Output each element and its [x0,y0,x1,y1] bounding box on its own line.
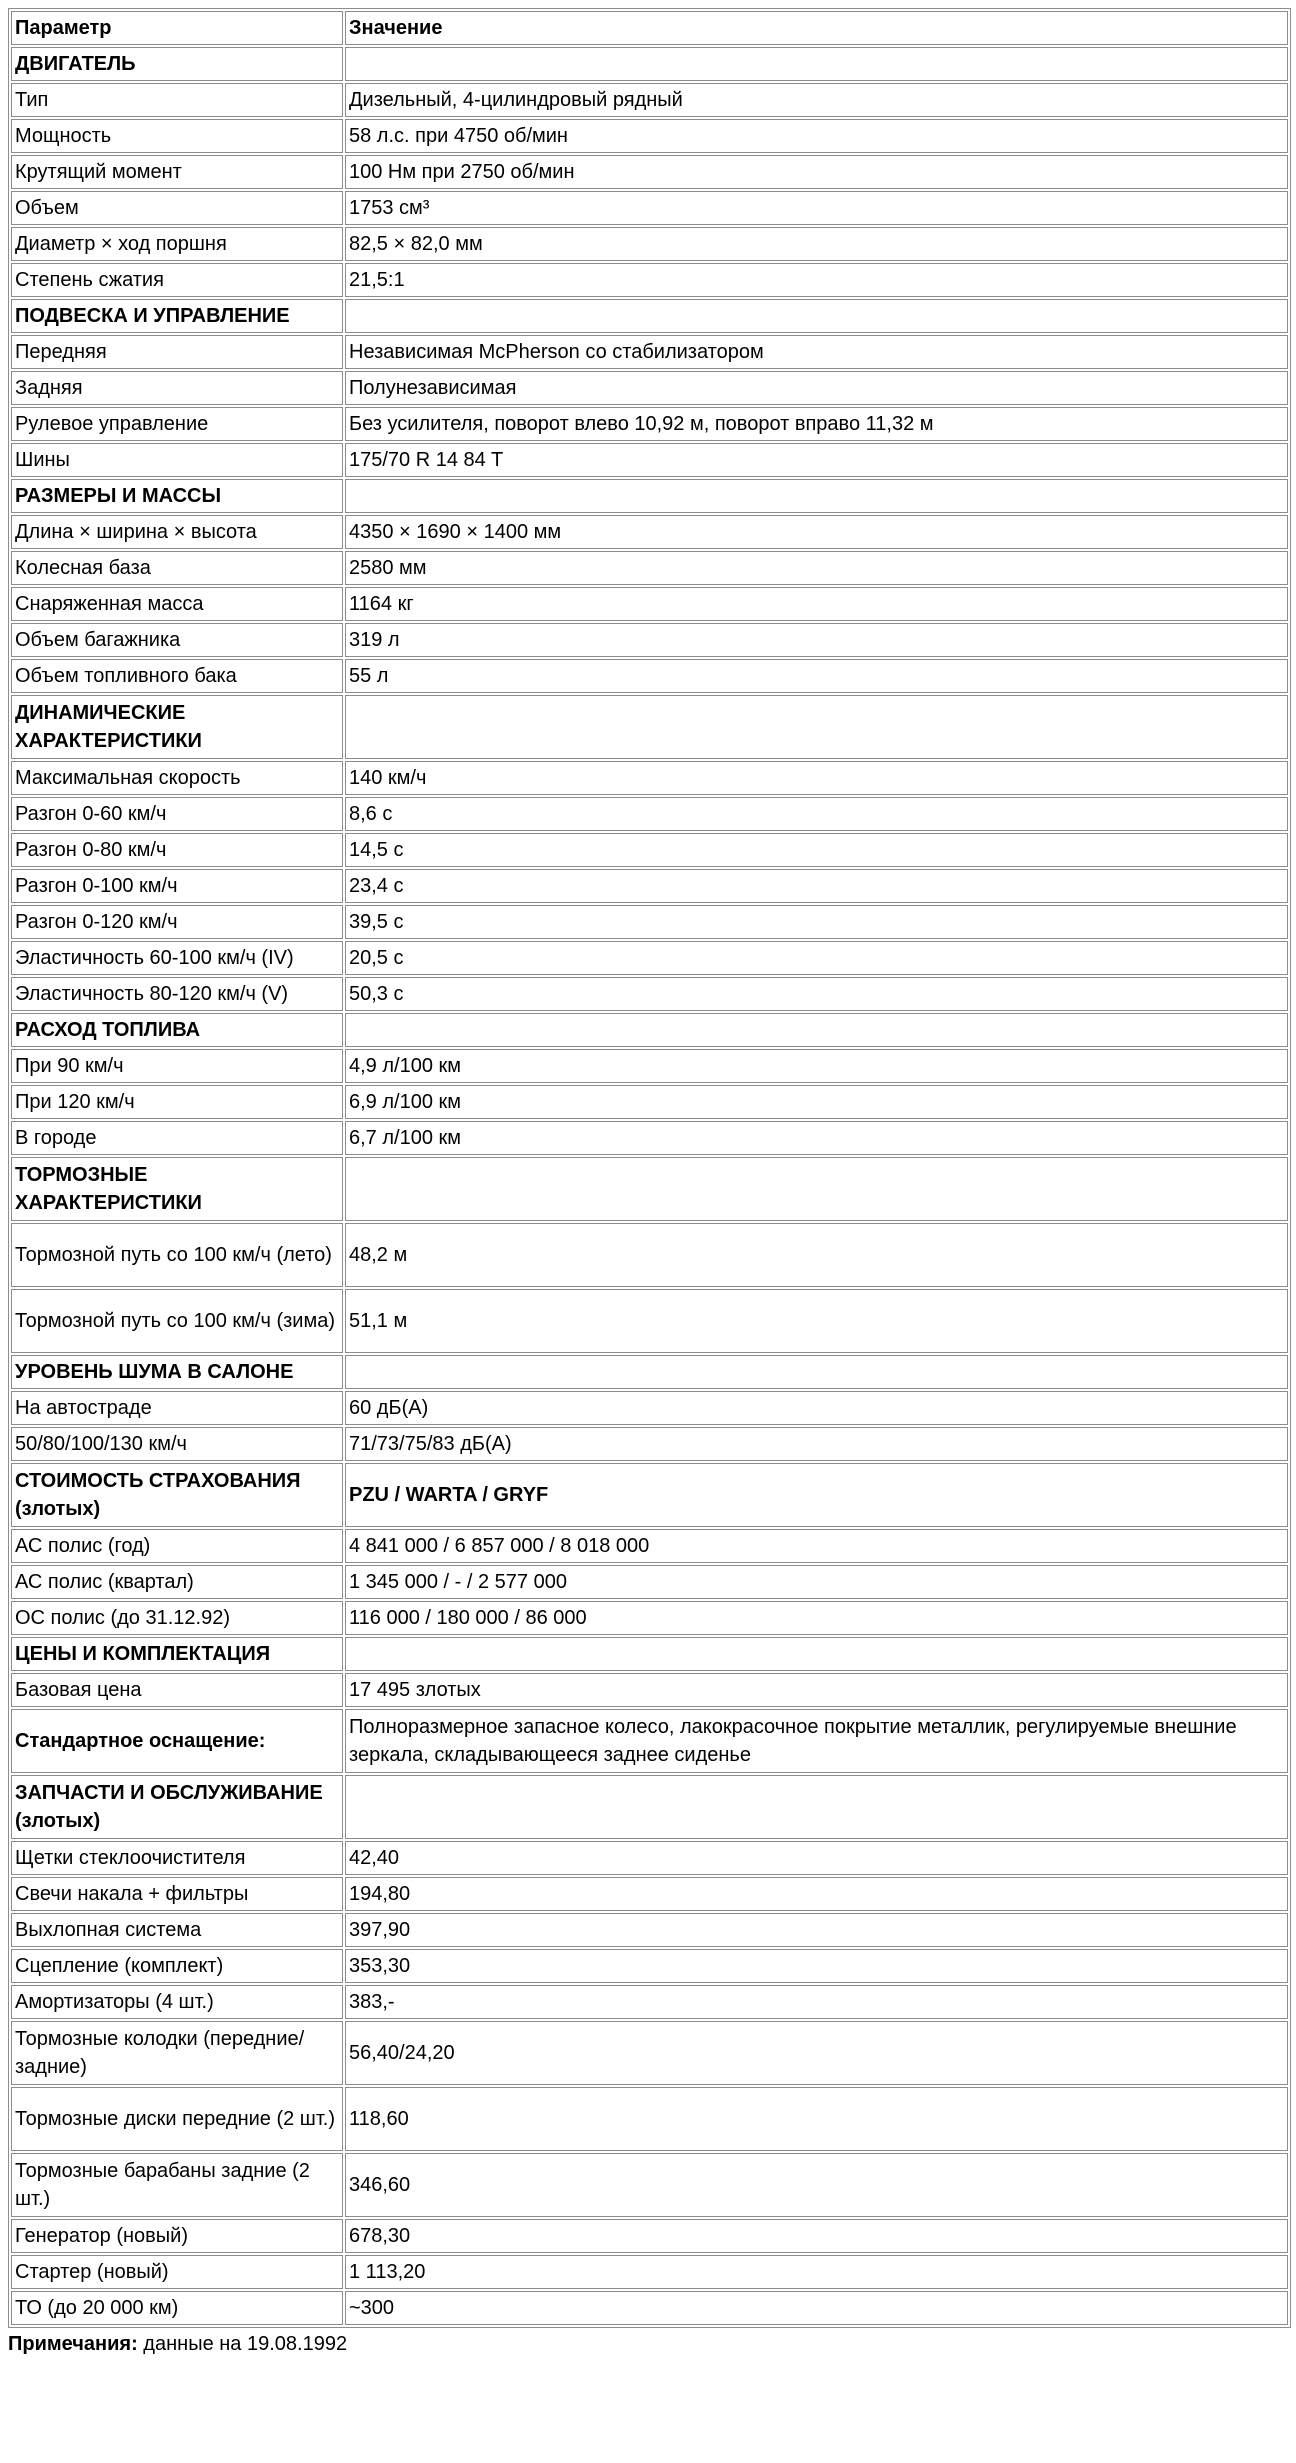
table-row [11,869,1288,903]
parameter-cell: Тормозные колодки (передние/задние) [11,2021,343,2085]
value-cell: 48,2 м [345,1223,1288,1287]
parameter-cell: Выхлопная система [11,1913,343,1947]
section-row [11,1463,1288,1527]
table-row [11,623,1288,657]
section-row [11,1637,1288,1671]
parameter-cell: Генератор (новый) [11,2219,343,2253]
parameter-cell: Объем [11,191,343,225]
section-title: УРОВЕНЬ ШУМА В САЛОНЕ [11,1355,343,1389]
table-row [11,1049,1288,1083]
parameter-cell: Колесная база [11,551,343,585]
value-cell: 175/70 R 14 84 T [345,443,1288,477]
parameter-cell: АС полис (год) [11,1529,343,1563]
section-title: ПОДВЕСКА И УПРАВЛЕНИЕ [11,299,343,333]
section-row [11,47,1288,81]
parameter-cell: Степень сжатия [11,263,343,297]
value-cell: 383,- [345,1985,1288,2019]
parameter-cell: Разгон 0-120 км/ч [11,905,343,939]
parameter-cell: ТО (до 20 000 км) [11,2291,343,2325]
section-row [11,695,1288,759]
table-row [11,2021,1288,2085]
specifications-table [8,8,1291,2328]
table-row [11,1913,1288,1947]
value-cell [345,1355,1288,1389]
value-cell: Дизельный, 4-цилиндровый рядный [345,83,1288,117]
parameter-cell: Передняя [11,335,343,369]
table-row [11,2219,1288,2253]
parameter-cell: Базовая цена [11,1673,343,1707]
table-row [11,1601,1288,1635]
section-row [11,1775,1288,1839]
value-cell: 6,9 л/100 км [345,1085,1288,1119]
value-cell: 2580 мм [345,551,1288,585]
value-cell: 353,30 [345,1949,1288,1983]
section-title: СТОИМОСТЬ СТРАХОВАНИЯ (злотых) [11,1463,343,1527]
value-cell: Без усилителя, поворот влево 10,92 м, поворот вправо 11,32 м [345,407,1288,441]
value-cell: 194,80 [345,1877,1288,1911]
value-cell: 678,30 [345,2219,1288,2253]
parameter-cell: ОС полис (до 31.12.92) [11,1601,343,1635]
table-row [11,119,1288,153]
parameter-cell: Рулевое управление [11,407,343,441]
value-cell: 58 л.с. при 4750 об/мин [345,119,1288,153]
table-row [11,1427,1288,1461]
value-cell: 82,5 × 82,0 мм [345,227,1288,261]
value-cell: PZU / WARTA / GRYF [345,1463,1288,1527]
parameter-cell: Снаряженная масса [11,587,343,621]
value-cell [345,1775,1288,1839]
table-row [11,263,1288,297]
value-cell: 51,1 м [345,1289,1288,1353]
value-cell [345,1157,1288,1221]
table-row [11,1529,1288,1563]
table-row [11,977,1288,1011]
parameter-cell: При 90 км/ч [11,1049,343,1083]
table-row [11,1565,1288,1599]
parameter-cell: При 120 км/ч [11,1085,343,1119]
value-cell: 17 495 злотых [345,1673,1288,1707]
parameter-cell: На автостраде [11,1391,343,1425]
parameter-cell: Свечи накала + фильтры [11,1877,343,1911]
section-title: ДВИГАТЕЛЬ [11,47,343,81]
section-title: ЗАПЧАСТИ И ОБСЛУЖИВАНИЕ (злотых) [11,1775,343,1839]
table-row [11,551,1288,585]
parameter-cell: АС полис (квартал) [11,1565,343,1599]
section-row [11,299,1288,333]
parameter-cell: В городе [11,1121,343,1155]
table-row [11,1391,1288,1425]
value-cell: 55 л [345,659,1288,693]
table-row [11,1841,1288,1875]
table-row [11,515,1288,549]
header-value: Значение [345,11,1288,45]
table-row [11,1985,1288,2019]
value-cell: 116 000 / 180 000 / 86 000 [345,1601,1288,1635]
parameter-cell: Шины [11,443,343,477]
value-cell: 71/73/75/83 дБ(А) [345,1427,1288,1461]
value-cell: 21,5:1 [345,263,1288,297]
parameter-cell: Объем топливного бака [11,659,343,693]
section-row [11,479,1288,513]
value-cell: 1 113,20 [345,2255,1288,2289]
section-title: Стандартное оснащение: [11,1709,343,1773]
parameter-cell: Тормозной путь со 100 км/ч (зима) [11,1289,343,1353]
table-row [11,1877,1288,1911]
value-cell: 4,9 л/100 км [345,1049,1288,1083]
parameter-cell: Задняя [11,371,343,405]
table-row [11,155,1288,189]
value-cell: 397,90 [345,1913,1288,1947]
table-row [11,2291,1288,2325]
value-cell: 4 841 000 / 6 857 000 / 8 018 000 [345,1529,1288,1563]
table-row [11,833,1288,867]
parameter-cell: Мощность [11,119,343,153]
table-row [11,1949,1288,1983]
footnote [8,2330,347,2358]
table-row [11,2255,1288,2289]
value-cell: 8,6 с [345,797,1288,831]
table-row [11,587,1288,621]
specifications-table-body [11,11,1288,2325]
parameter-cell: Эластичность 80-120 км/ч (V) [11,977,343,1011]
value-cell: 100 Нм при 2750 об/мин [345,155,1288,189]
parameter-cell: Тормозные диски передние (2 шт.) [11,2087,343,2151]
value-cell: 60 дБ(А) [345,1391,1288,1425]
value-cell: ~300 [345,2291,1288,2325]
section-title: РАСХОД ТОПЛИВА [11,1013,343,1047]
value-cell: 1 345 000 / - / 2 577 000 [345,1565,1288,1599]
table-row [11,443,1288,477]
value-cell [345,479,1288,513]
table-row [11,1085,1288,1119]
table-row [11,1121,1288,1155]
value-cell: 4350 × 1690 × 1400 мм [345,515,1288,549]
parameter-cell: Амортизаторы (4 шт.) [11,1985,343,2019]
value-cell: 6,7 л/100 км [345,1121,1288,1155]
header-parameter: Параметр [11,11,343,45]
section-title: РАЗМЕРЫ И МАССЫ [11,479,343,513]
value-cell: 118,60 [345,2087,1288,2151]
value-cell: 50,3 с [345,977,1288,1011]
parameter-cell: Объем багажника [11,623,343,657]
value-cell [345,1013,1288,1047]
parameter-cell: Сцепление (комплект) [11,1949,343,1983]
value-cell: 56,40/24,20 [345,2021,1288,2085]
table-row [11,797,1288,831]
table-header-row [11,11,1288,45]
parameter-cell: Стартер (новый) [11,2255,343,2289]
table-row [11,905,1288,939]
table-row [11,407,1288,441]
footnote-label: Примечания: [8,2333,138,2355]
value-cell [345,695,1288,759]
value-cell: Полноразмерное запасное колесо, лакокрасочное покрытие металлик, регулируемые внешние зеркала, складывающееся заднее сиденье [345,1709,1288,1773]
table-row [11,371,1288,405]
section-title: ДИНАМИЧЕСКИЕ ХАРАКТЕРИСТИКИ [11,695,343,759]
value-cell: 14,5 с [345,833,1288,867]
parameter-cell: Разгон 0-60 км/ч [11,797,343,831]
parameter-cell: Щетки стеклоочистителя [11,1841,343,1875]
parameter-cell: Разгон 0-100 км/ч [11,869,343,903]
section-title: ТОРМОЗНЫЕ ХАРАКТЕРИСТИКИ [11,1157,343,1221]
parameter-cell: Тип [11,83,343,117]
parameter-cell: Крутящий момент [11,155,343,189]
table-row [11,83,1288,117]
table-row [11,1673,1288,1707]
value-cell: 1164 кг [345,587,1288,621]
parameter-cell: Разгон 0-80 км/ч [11,833,343,867]
table-row [11,2087,1288,2151]
table-row [11,335,1288,369]
table-row [11,941,1288,975]
value-cell: Независимая McPherson со стабилизатором [345,335,1288,369]
table-row [11,659,1288,693]
value-cell: Полунезависимая [345,371,1288,405]
value-cell: 23,4 с [345,869,1288,903]
section-row [11,1355,1288,1389]
value-cell: 20,5 с [345,941,1288,975]
parameter-cell: Эластичность 60-100 км/ч (IV) [11,941,343,975]
value-cell [345,1637,1288,1671]
parameter-cell: 50/80/100/130 км/ч [11,1427,343,1461]
section-row [11,1157,1288,1221]
parameter-cell: Максимальная скорость [11,761,343,795]
section-row [11,1709,1288,1773]
table-row [11,2153,1288,2217]
value-cell: 319 л [345,623,1288,657]
value-cell: 346,60 [345,2153,1288,2217]
footnote-text: данные на 19.08.1992 [137,2333,348,2355]
table-row [11,227,1288,261]
parameter-cell: Тормозной путь со 100 км/ч (лето) [11,1223,343,1287]
value-cell: 42,40 [345,1841,1288,1875]
parameter-cell: Длина × ширина × высота [11,515,343,549]
table-row [11,1223,1288,1287]
value-cell [345,47,1288,81]
value-cell: 1753 см³ [345,191,1288,225]
value-cell: 140 км/ч [345,761,1288,795]
table-row [11,191,1288,225]
value-cell: 39,5 с [345,905,1288,939]
section-title: ЦЕНЫ И КОМПЛЕКТАЦИЯ [11,1637,343,1671]
parameter-cell: Тормозные барабаны задние (2 шт.) [11,2153,343,2217]
table-row [11,1289,1288,1353]
table-row [11,761,1288,795]
section-row [11,1013,1288,1047]
value-cell [345,299,1288,333]
parameter-cell: Диаметр × ход поршня [11,227,343,261]
